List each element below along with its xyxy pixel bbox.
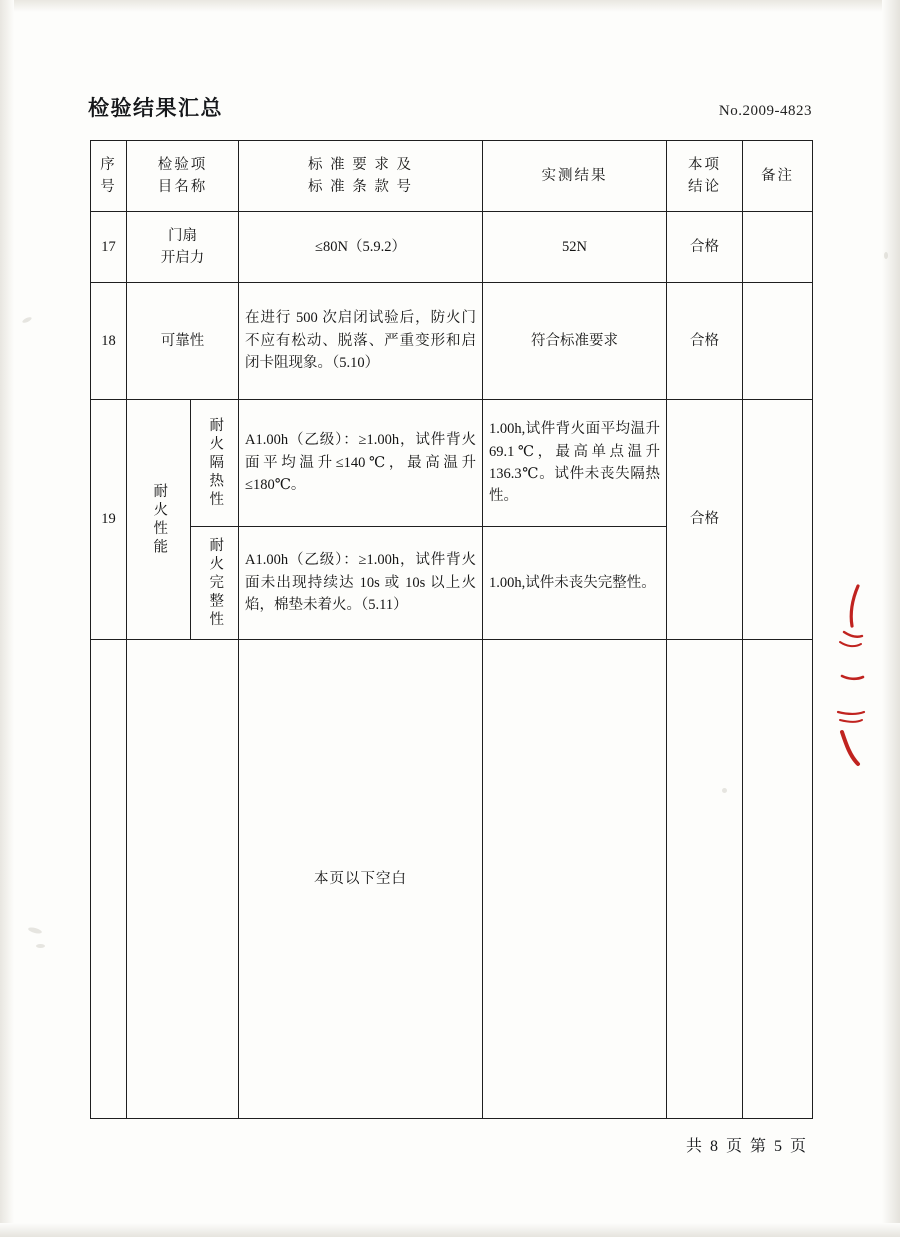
cell-item-name: 门扇 开启力 — [127, 212, 239, 283]
cell-sub-item: 耐火完整性 — [191, 527, 239, 640]
scan-edge-left — [0, 0, 14, 1237]
cell-seq — [91, 640, 127, 1119]
cell-result: 1.00h,试件背火面平均温升 69.1℃，最高单点温升 136.3℃。试件未丧失隔热性。 — [483, 400, 667, 527]
cell-note — [743, 283, 813, 400]
column-header-standard: 标 准 要 求 及 标 准 条 款 号 — [239, 141, 483, 212]
column-header-seq: 序 号 — [91, 141, 127, 212]
cell-standard: A1.00h（乙级）：≥1.00h，试件背火面未出现持续达 10s 或 10s 以上火焰，棉垫未着火。（5.11） — [239, 527, 483, 640]
table-row — [91, 212, 813, 283]
cell-conclusion — [667, 640, 743, 1119]
cell-seq: 19 — [91, 400, 127, 640]
cell-result: 符合标准要求 — [483, 283, 667, 400]
cell-note — [743, 212, 813, 283]
paper-smudge — [28, 926, 43, 934]
table-row — [91, 400, 813, 527]
scan-edge-bottom — [0, 1223, 900, 1237]
cell-result — [483, 640, 667, 1119]
cell-conclusion: 合格 — [667, 400, 743, 640]
cell-seq: 18 — [91, 283, 127, 400]
page-footer-pagination: 共 8 页 第 5 页 — [685, 1138, 808, 1155]
cell-seq: 17 — [91, 212, 127, 283]
blank-page-note: 本页以下空白 — [239, 640, 483, 1119]
column-header-result: 实测结果 — [483, 141, 667, 212]
paper-smudge — [22, 316, 33, 324]
table-header-row — [91, 141, 813, 212]
cell-item-name-vertical — [127, 400, 191, 640]
vertical-label-fire-resistance: 耐火性能 — [151, 482, 168, 557]
paper-smudge — [36, 944, 45, 948]
column-header-item-name: 检验项 目名称 — [127, 141, 239, 212]
column-header-conclusion: 本项 结论 — [667, 141, 743, 212]
cell-standard: 在进行 500 次启闭试验后，防火门不应有松动、脱落、严重变形和启闭卡阻现象。（5.10） — [239, 283, 483, 400]
scan-edge-right — [882, 0, 900, 1237]
table-row-blank — [91, 640, 813, 1119]
cell-note — [743, 640, 813, 1119]
document-number: No.2009-4823 — [718, 103, 812, 119]
cell-standard: A1.00h（乙级）：≥1.00h，试件背火面平均温升≤140℃，最高温升≤180℃。 — [239, 400, 483, 527]
cell-item-name — [127, 640, 239, 1119]
table-row — [91, 283, 813, 400]
cell-standard: ≤80N（5.9.2） — [239, 212, 483, 283]
inspection-results-table — [90, 140, 813, 1119]
cell-conclusion: 合格 — [667, 212, 743, 283]
red-handwritten-mark — [828, 580, 874, 770]
cell-sub-item: 耐火隔热性 — [191, 400, 239, 527]
cell-note — [743, 400, 813, 640]
cell-conclusion: 合格 — [667, 283, 743, 400]
cell-result: 1.00h,试件未丧失完整性。 — [483, 527, 667, 640]
cell-result: 52N — [483, 212, 667, 283]
paper-smudge — [884, 252, 888, 259]
column-header-note: 备注 — [743, 141, 813, 212]
page-title: 检验结果汇总 — [88, 97, 223, 120]
scan-edge-top — [0, 0, 900, 12]
cell-item-name: 可靠性 — [127, 283, 239, 400]
page-header — [88, 92, 812, 122]
